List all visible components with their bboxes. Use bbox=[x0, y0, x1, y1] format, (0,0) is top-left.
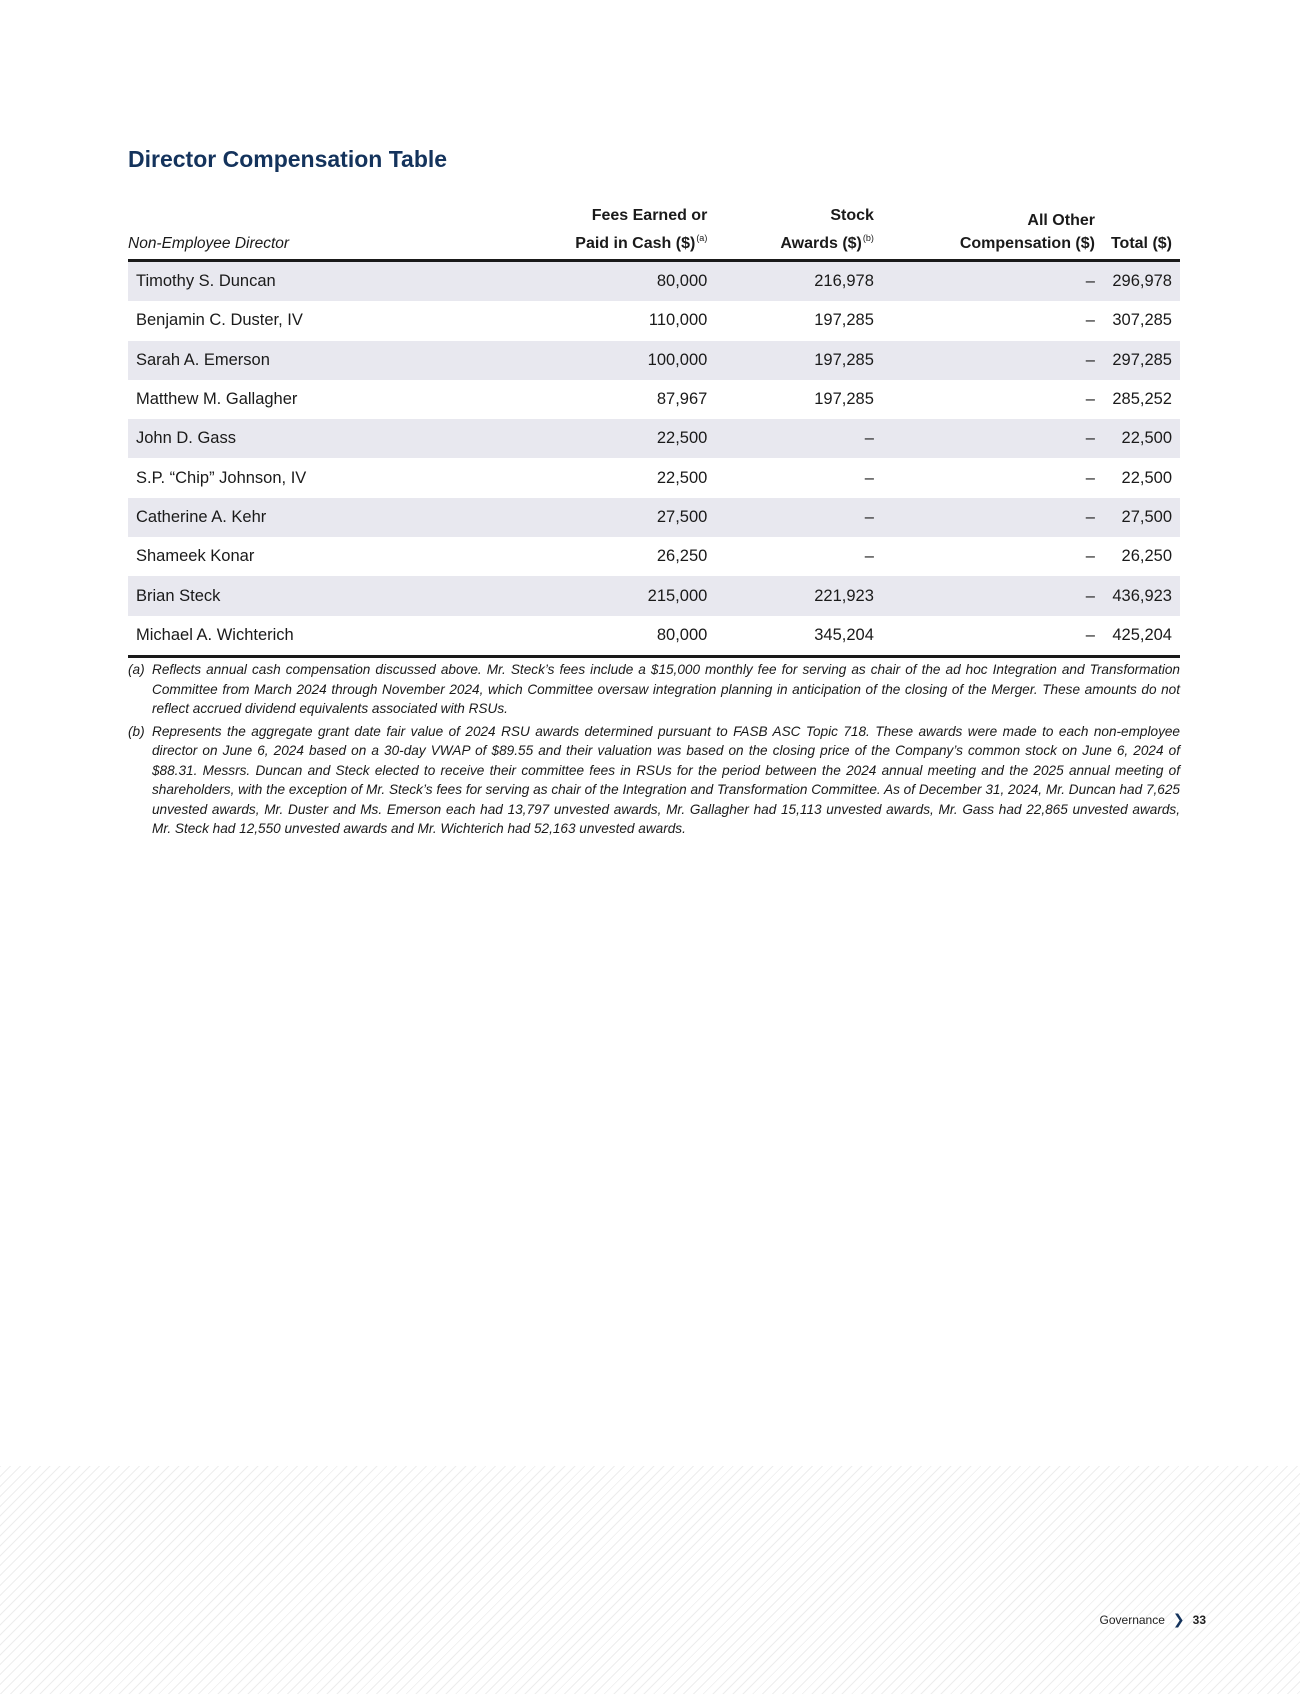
header-fees bbox=[527, 204, 715, 261]
other-value: – bbox=[882, 498, 1103, 537]
table-header-row bbox=[128, 204, 1180, 261]
other-value: – bbox=[882, 616, 1103, 657]
fees-value: 26,250 bbox=[656, 547, 708, 566]
fees-value: 100,000 bbox=[527, 341, 715, 380]
page-title: Director Compensation Table bbox=[128, 146, 448, 172]
total-value: 307,285 bbox=[1112, 311, 1172, 330]
total-value: 22,500 bbox=[1103, 419, 1180, 458]
other-value: – bbox=[1085, 547, 1095, 566]
total-value: 436,923 bbox=[1103, 576, 1180, 615]
stock-value: 345,204 bbox=[715, 616, 882, 657]
stock-value: – bbox=[864, 468, 874, 487]
header-fees-line2: Paid in Cash ($) bbox=[575, 235, 696, 252]
page-footer bbox=[1100, 1611, 1206, 1628]
stock-value: – bbox=[715, 419, 882, 458]
table-row bbox=[128, 458, 1180, 497]
footer-hatch-pattern bbox=[0, 1466, 1300, 1694]
table-row bbox=[128, 498, 1180, 537]
other-value: – bbox=[882, 341, 1103, 380]
fees-value: 22,500 bbox=[527, 419, 715, 458]
total-value: 27,500 bbox=[1103, 498, 1180, 537]
total-value: 425,204 bbox=[1103, 616, 1180, 657]
stock-value: 216,978 bbox=[715, 261, 882, 302]
total-value: 22,500 bbox=[1121, 468, 1172, 487]
table-row bbox=[128, 341, 1180, 380]
total-value: 285,252 bbox=[1112, 390, 1172, 409]
stock-value: – bbox=[715, 498, 882, 537]
header-director: Non-Employee Director bbox=[128, 204, 527, 261]
header-total: Total ($) bbox=[1103, 204, 1180, 261]
footnote-b bbox=[128, 722, 1180, 839]
footnote-a-label: (a) bbox=[128, 662, 145, 677]
total-value: 297,285 bbox=[1103, 341, 1180, 380]
other-value: – bbox=[882, 576, 1103, 615]
stock-value: 197,285 bbox=[814, 311, 874, 330]
table-row bbox=[128, 419, 1180, 458]
director-name: Shameek Konar bbox=[136, 547, 255, 566]
footnote-b-text: Represents the aggregate grant date fair value of 2024 RSU awards determined pursuant to FASB ASC Topic 718. These awards were made to each non-employee director on June 6, 2024 based on a 30-day VWAP of $89.55 and their valuation was based on the closing price of the Company’s common stock on June 6, 2024 of $88.31. Messrs. Duncan and Steck elected to receive their committee fees in RSUs for the period between the 2024 annual meeting and the 2025 annual meeting of shareholders, with the exception of Mr. Steck’s fees for serving as chair of the Integration and Transformation Committee. As of December 31, 2024, Mr. Duncan had 7,625 unvested awards, Mr. Duster and Ms. Emerson each had 13,797 unvested awards, Mr. Gallagher had 15,113 unvested awards, Mr. Gass had 22,865 unvested awards, Mr. Steck had 12,550 unvested awards and Mr. Wichterich had 52,163 unvested awards. bbox=[152, 723, 1180, 836]
other-value: – bbox=[882, 261, 1103, 302]
footnotes bbox=[128, 660, 1180, 842]
director-name: John D. Gass bbox=[128, 419, 527, 458]
footnote-b-label: (b) bbox=[128, 723, 145, 739]
director-name: Brian Steck bbox=[128, 576, 527, 615]
header-stock bbox=[715, 204, 882, 261]
table-row bbox=[128, 537, 1180, 576]
table-row bbox=[128, 380, 1180, 419]
table-row bbox=[128, 301, 1180, 340]
director-name: Catherine A. Kehr bbox=[128, 498, 527, 537]
other-value: – bbox=[1085, 311, 1095, 330]
director-name: Michael A. Wichterich bbox=[128, 616, 527, 657]
footnote-a-text: Reflects annual cash compensation discussed above. Mr. Steck’s fees include a $15,000 monthly fee for serving as chair of the ad hoc Integration and Transformation Committee from March 2024 through November 2024, which Committee oversaw integration planning in anticipation of the closing of the Merger. These amounts do not reflect accrued dividend equivalents associated with RSUs. bbox=[152, 662, 1180, 716]
table-row bbox=[128, 616, 1180, 657]
fees-value: 110,000 bbox=[648, 311, 708, 330]
other-value: – bbox=[1085, 468, 1095, 487]
footnote-ref-a: (a) bbox=[696, 233, 708, 243]
chevron-right-icon: ❯ bbox=[1172, 1611, 1185, 1627]
header-other-line2: Compensation ($) bbox=[959, 235, 1095, 252]
table-row bbox=[128, 576, 1180, 615]
header-other bbox=[882, 204, 1103, 261]
footnote-ref-b: (b) bbox=[862, 233, 874, 243]
fees-value: 22,500 bbox=[656, 468, 708, 487]
footer-section-label: Governance bbox=[1099, 1612, 1165, 1627]
footnote-a bbox=[128, 660, 1180, 719]
table-row bbox=[128, 261, 1180, 302]
page-number: 33 bbox=[1192, 1612, 1206, 1627]
other-value: – bbox=[882, 419, 1103, 458]
total-value: 296,978 bbox=[1103, 261, 1180, 302]
header-stock-line2: Awards ($) bbox=[780, 235, 862, 252]
stock-value: 197,285 bbox=[715, 341, 882, 380]
fees-value: 215,000 bbox=[527, 576, 715, 615]
fees-value: 87,967 bbox=[656, 390, 708, 409]
stock-value: 221,923 bbox=[715, 576, 882, 615]
total-value: 26,250 bbox=[1121, 547, 1172, 566]
director-name: Sarah A. Emerson bbox=[128, 341, 527, 380]
director-name: S.P. “Chip” Johnson, IV bbox=[136, 468, 307, 487]
header-other-line1: All Other bbox=[1027, 212, 1095, 229]
fees-value: 27,500 bbox=[527, 498, 715, 537]
director-name: Matthew M. Gallagher bbox=[136, 390, 298, 409]
director-name: Benjamin C. Duster, IV bbox=[136, 311, 303, 330]
stock-value: 197,285 bbox=[814, 390, 874, 409]
header-stock-line1: Stock bbox=[830, 207, 874, 224]
other-value: – bbox=[1085, 390, 1095, 409]
header-fees-line1: Fees Earned or bbox=[591, 207, 708, 224]
fees-value: 80,000 bbox=[527, 616, 715, 657]
stock-value: – bbox=[864, 547, 874, 566]
director-name: Timothy S. Duncan bbox=[128, 261, 527, 302]
director-compensation-table bbox=[128, 204, 1180, 658]
fees-value: 80,000 bbox=[527, 261, 715, 302]
